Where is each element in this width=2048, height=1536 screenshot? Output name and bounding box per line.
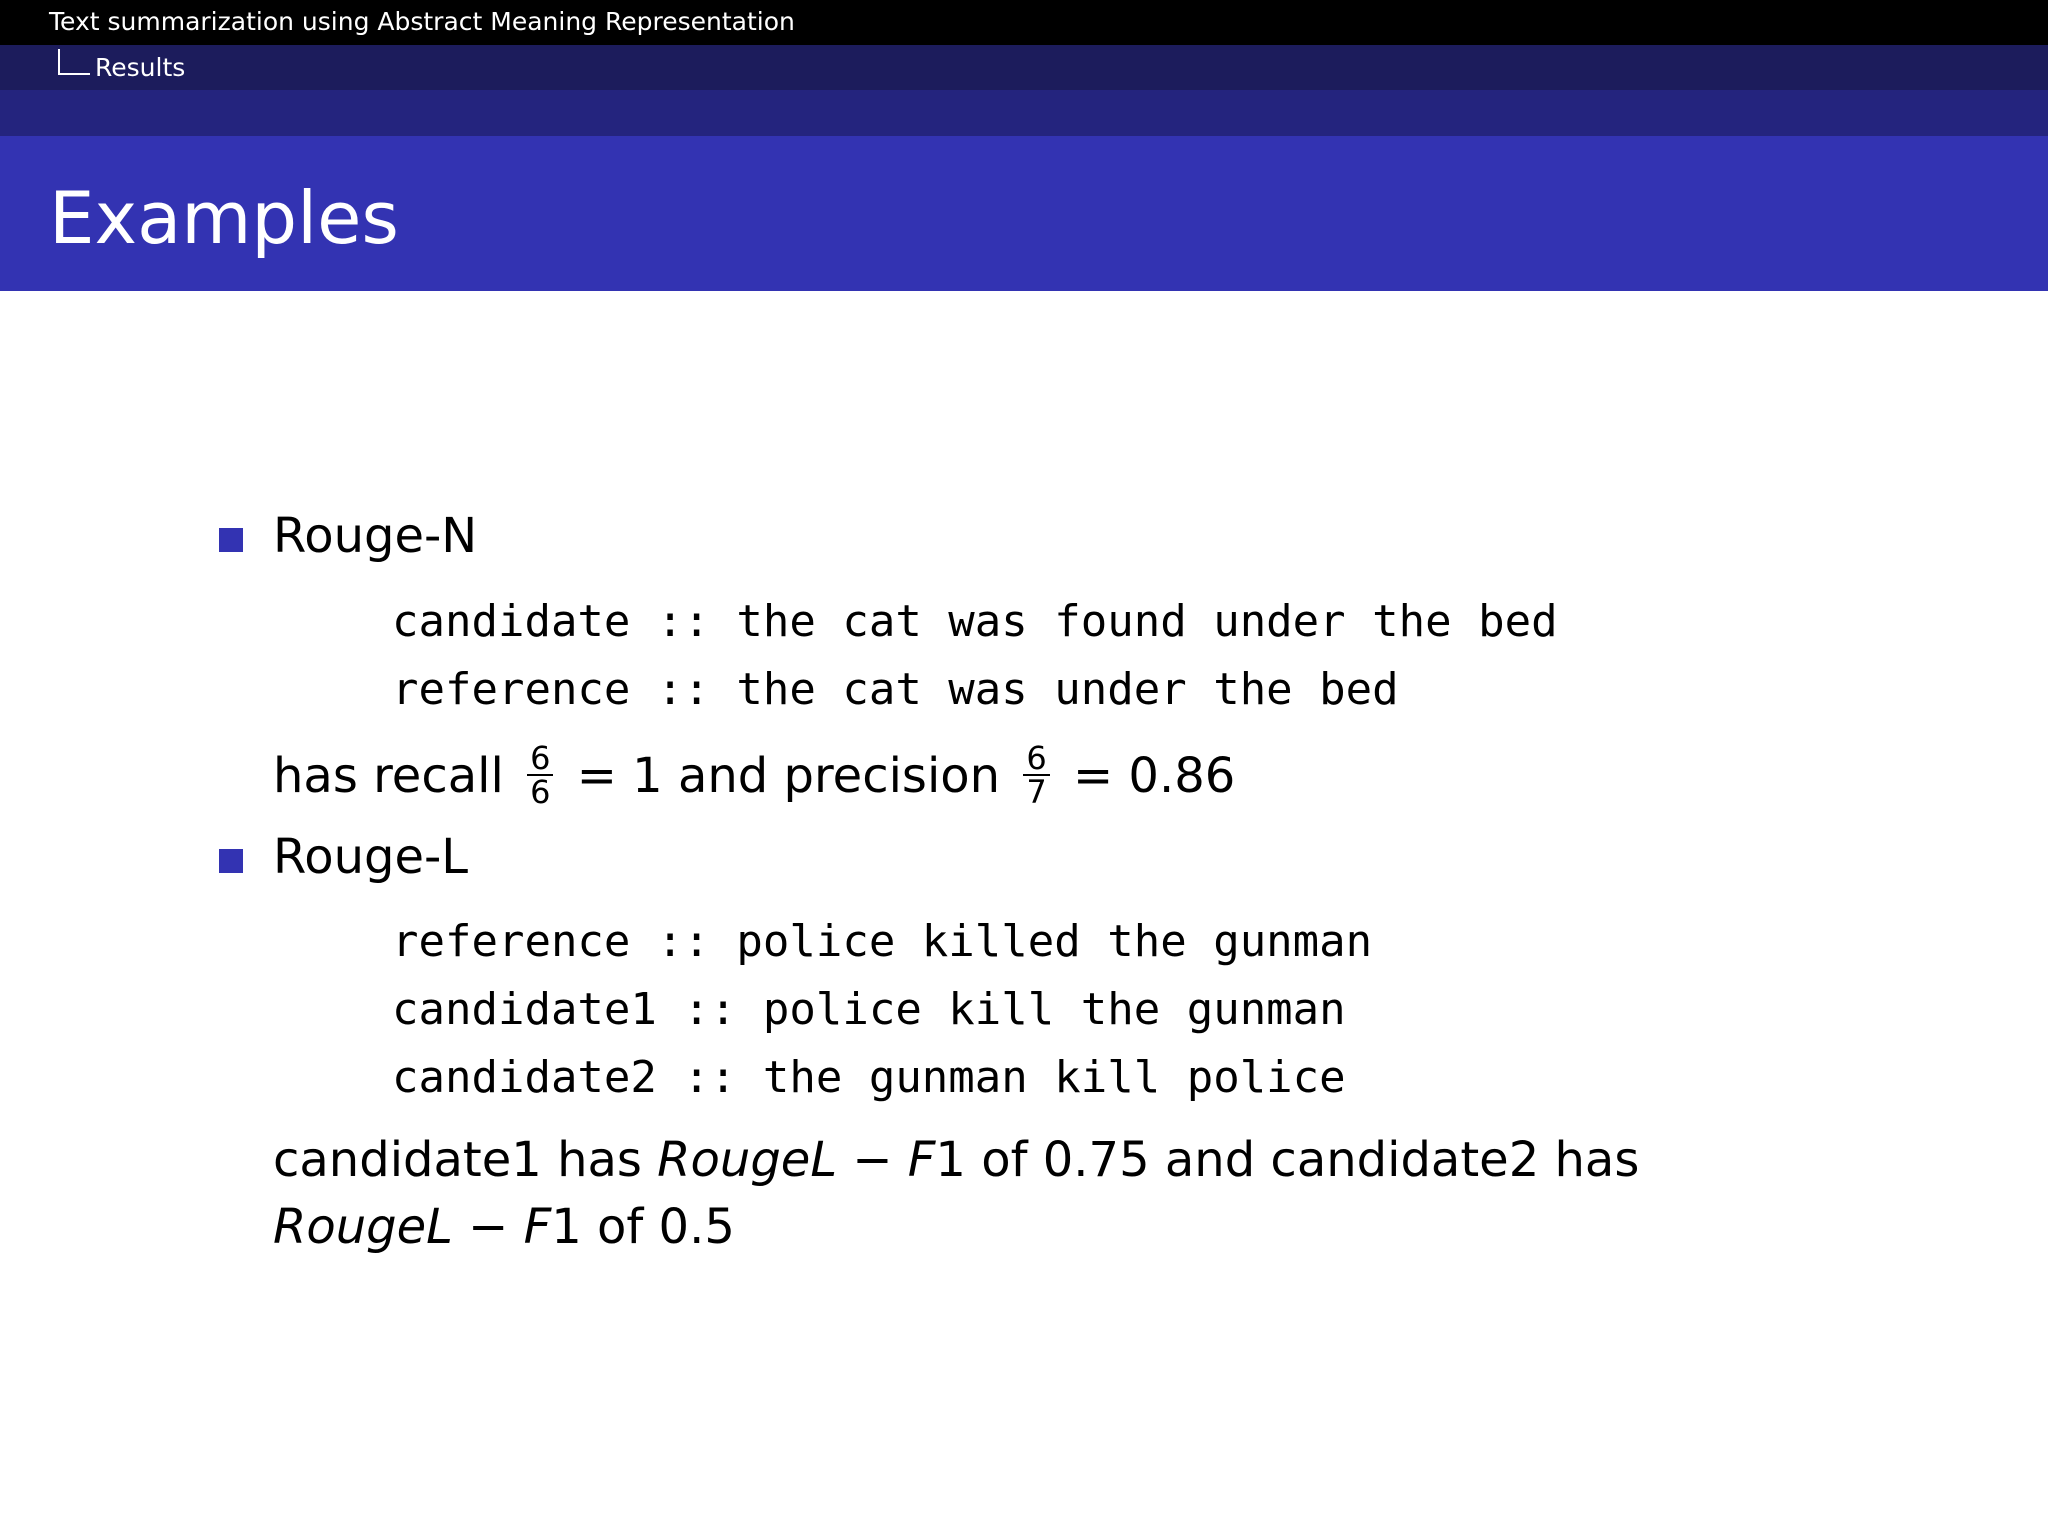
recall-numerator: 6 — [527, 742, 553, 776]
rouge-l-heading: Rouge-L — [273, 829, 469, 885]
bullet-square-icon — [219, 528, 243, 552]
rouge-l-reference-line: reference :: police killed the gunman — [392, 916, 1373, 967]
rouge-n-candidate-line: candidate :: the cat was found under the bed — [392, 596, 1558, 647]
metric-f: F — [523, 1199, 552, 1255]
precision-equals: = 0.86 — [1072, 748, 1236, 804]
bullet-square-icon — [219, 849, 243, 873]
rouge-n-reference-line: reference :: the cat was under the bed — [392, 664, 1399, 715]
rouge-l-candidate2-line: candidate2 :: the gunman kill police — [392, 1052, 1346, 1103]
rouge-l-candidate1-line: candidate1 :: police kill the gunman — [392, 984, 1346, 1035]
metric-f: F — [907, 1132, 936, 1188]
rouge-n-result — [273, 739, 1236, 812]
result-text: 1 of 0.5 — [551, 1199, 735, 1255]
rouge-l-result-line2 — [273, 1199, 735, 1255]
rouge-n-heading: Rouge-N — [273, 508, 478, 564]
result-text: candidate1 has — [273, 1132, 658, 1188]
minus-sign: − — [452, 1199, 524, 1255]
precision-numerator: 6 — [1023, 742, 1049, 776]
metric-name: RougeL — [273, 1199, 453, 1255]
precision-fraction — [1023, 739, 1049, 811]
minus-sign: − — [837, 1132, 908, 1188]
slide-title: Examples — [49, 176, 399, 260]
section-label: Results — [95, 53, 186, 82]
metric-name: RougeL — [657, 1132, 838, 1188]
recall-prefix: has recall — [273, 748, 504, 804]
recall-fraction — [527, 739, 553, 811]
precision-denominator: 7 — [1026, 773, 1047, 811]
result-text: 1 of 0.75 and candidate2 has — [935, 1132, 1640, 1188]
recall-denominator: 6 — [530, 773, 551, 811]
recall-equals-and-precision: = 1 and precision — [576, 748, 1001, 804]
presentation-title: Text summarization using Abstract Meaning Representation — [49, 7, 795, 36]
rouge-l-result-line1 — [273, 1132, 1639, 1188]
